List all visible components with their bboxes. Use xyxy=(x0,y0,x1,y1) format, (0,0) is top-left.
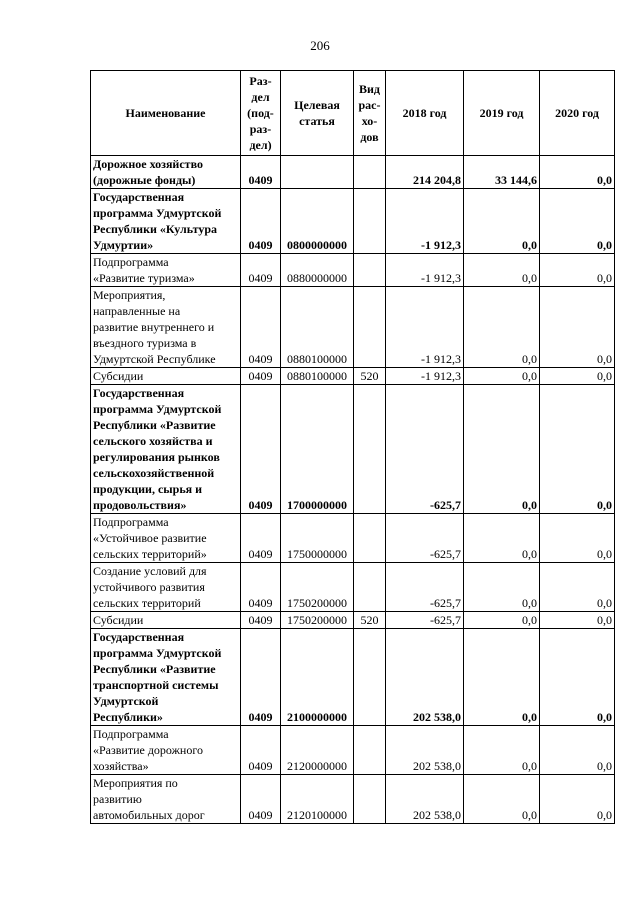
row-2020: 0,0 xyxy=(540,775,615,824)
table-row xyxy=(91,563,615,612)
row-article: 0880100000 xyxy=(281,368,354,385)
row-article: 2120100000 xyxy=(281,775,354,824)
row-2018: -1 912,3 xyxy=(386,189,464,254)
row-2019: 0,0 xyxy=(464,726,540,775)
row-2019: 0,0 xyxy=(464,385,540,514)
header-2020: 2020 год xyxy=(540,71,615,156)
header-row xyxy=(91,71,615,156)
row-2018: 202 538,0 xyxy=(386,775,464,824)
row-kind xyxy=(354,629,386,726)
page-number: 206 xyxy=(310,38,330,53)
table-row xyxy=(91,287,615,368)
row-article: 1750000000 xyxy=(281,514,354,563)
row-name: Государственная программа Удмуртской Республики «Развитие сельского хозяйства и регулирования рынков сельскохозяйственной продукции, сырья и продовольствия» xyxy=(91,385,241,514)
row-2020: 0,0 xyxy=(540,368,615,385)
row-kind xyxy=(354,189,386,254)
row-2020: 0,0 xyxy=(540,612,615,629)
row-name: Подпрограмма «Развитие дорожного хозяйства» xyxy=(91,726,241,775)
table-row xyxy=(91,612,615,629)
row-2018: 202 538,0 xyxy=(386,726,464,775)
row-2018: -1 912,3 xyxy=(386,254,464,287)
row-section: 0409 xyxy=(241,287,281,368)
row-name: Государственная программа Удмуртской Республики «Развитие транспортной системы Удмуртской Республики» xyxy=(91,629,241,726)
row-name: Мероприятия по развитию автомобильных дорог xyxy=(91,775,241,824)
row-2018: -1 912,3 xyxy=(386,368,464,385)
row-2019: 0,0 xyxy=(464,563,540,612)
row-2018: 214 204,8 xyxy=(386,156,464,189)
row-2018: -625,7 xyxy=(386,514,464,563)
row-section: 0409 xyxy=(241,612,281,629)
row-article xyxy=(281,156,354,189)
table-row xyxy=(91,385,615,514)
row-section: 0409 xyxy=(241,254,281,287)
row-section: 0409 xyxy=(241,156,281,189)
row-kind: 520 xyxy=(354,368,386,385)
row-2020: 0,0 xyxy=(540,385,615,514)
row-2019: 0,0 xyxy=(464,629,540,726)
row-2019: 0,0 xyxy=(464,287,540,368)
table-row xyxy=(91,368,615,385)
table-row xyxy=(91,629,615,726)
table-row xyxy=(91,189,615,254)
header-name: Наименование xyxy=(91,71,241,156)
row-name: Субсидии xyxy=(91,368,241,385)
row-kind xyxy=(354,254,386,287)
row-2020: 0,0 xyxy=(540,287,615,368)
row-article: 1750200000 xyxy=(281,563,354,612)
row-2020: 0,0 xyxy=(540,629,615,726)
row-kind xyxy=(354,726,386,775)
row-name: Подпрограмма «Устойчивое развитие сельских территорий» xyxy=(91,514,241,563)
row-2020: 0,0 xyxy=(540,189,615,254)
row-name: Подпрограмма «Развитие туризма» xyxy=(91,254,241,287)
table-row xyxy=(91,726,615,775)
row-2020: 0,0 xyxy=(540,254,615,287)
row-name: Субсидии xyxy=(91,612,241,629)
row-section: 0409 xyxy=(241,563,281,612)
row-article: 0880100000 xyxy=(281,287,354,368)
row-article: 1750200000 xyxy=(281,612,354,629)
table-row xyxy=(91,254,615,287)
header-kind: Вид рас- хо- дов xyxy=(354,71,386,156)
row-2019: 0,0 xyxy=(464,775,540,824)
row-2018: 202 538,0 xyxy=(386,629,464,726)
row-section: 0409 xyxy=(241,726,281,775)
row-2020: 0,0 xyxy=(540,156,615,189)
row-kind xyxy=(354,514,386,563)
row-2019: 0,0 xyxy=(464,612,540,629)
row-2018: -1 912,3 xyxy=(386,287,464,368)
row-2019: 0,0 xyxy=(464,189,540,254)
row-2020: 0,0 xyxy=(540,563,615,612)
header-article: Целевая статья xyxy=(281,71,354,156)
row-name: Создание условий для устойчивого развития сельских территорий xyxy=(91,563,241,612)
table-row xyxy=(91,156,615,189)
row-2018: -625,7 xyxy=(386,563,464,612)
row-article: 2120000000 xyxy=(281,726,354,775)
row-2019: 0,0 xyxy=(464,254,540,287)
row-article: 0880000000 xyxy=(281,254,354,287)
row-article: 1700000000 xyxy=(281,385,354,514)
table-row xyxy=(91,775,615,824)
row-kind xyxy=(354,287,386,368)
row-article: 0800000000 xyxy=(281,189,354,254)
row-kind: 520 xyxy=(354,612,386,629)
header-2019: 2019 год xyxy=(464,71,540,156)
row-section: 0409 xyxy=(241,368,281,385)
row-2019: 0,0 xyxy=(464,514,540,563)
row-2020: 0,0 xyxy=(540,514,615,563)
row-section: 0409 xyxy=(241,189,281,254)
row-2018: -625,7 xyxy=(386,612,464,629)
header-section: Раз- дел (под- раз- дел) xyxy=(241,71,281,156)
table-row xyxy=(91,514,615,563)
row-kind xyxy=(354,563,386,612)
row-section: 0409 xyxy=(241,385,281,514)
row-2019: 33 144,6 xyxy=(464,156,540,189)
header-2018: 2018 год xyxy=(386,71,464,156)
budget-table xyxy=(90,70,615,824)
row-2020: 0,0 xyxy=(540,726,615,775)
row-article: 2100000000 xyxy=(281,629,354,726)
row-name: Мероприятия, направленные на развитие внутреннего и въездного туризма в Удмуртской Республике xyxy=(91,287,241,368)
row-kind xyxy=(354,156,386,189)
row-name: Дорожное хозяйство (дорожные фонды) xyxy=(91,156,241,189)
row-section: 0409 xyxy=(241,775,281,824)
row-section: 0409 xyxy=(241,629,281,726)
row-kind xyxy=(354,385,386,514)
row-2018: -625,7 xyxy=(386,385,464,514)
row-kind xyxy=(354,775,386,824)
row-name: Государственная программа Удмуртской Республики «Культура Удмуртии» xyxy=(91,189,241,254)
row-section: 0409 xyxy=(241,514,281,563)
row-2019: 0,0 xyxy=(464,368,540,385)
